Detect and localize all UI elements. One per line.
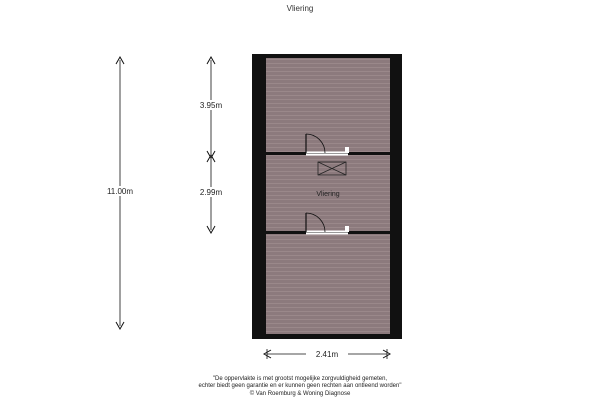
disclaimer [0,376,600,398]
dimension-middle-section [193,155,229,233]
page-title: Vliering [286,4,314,13]
dimension-total-height [100,57,140,329]
dimension-width [264,348,390,359]
dimension-total-height-label: 11.00m [106,187,134,196]
dimension-width-label: 2.41m [315,350,339,359]
dimension-upper-section-label: 3.95m [199,101,223,110]
disclaimer-line-1: "De oppervlakte is met grootst mogelijke zorgvuldigheid gemeten, [212,376,388,382]
dimension-middle-section-label: 2.99m [199,188,223,197]
room-label: Vliering [316,191,340,198]
disclaimer-line-2: echter biedt geen garantie en er kunnen geen rechten aan ontleend worden" [198,383,402,390]
dimension-upper-section [193,57,229,158]
disclaimer-copyright: © Van Roemburg & Woning Diagnose [249,390,351,397]
